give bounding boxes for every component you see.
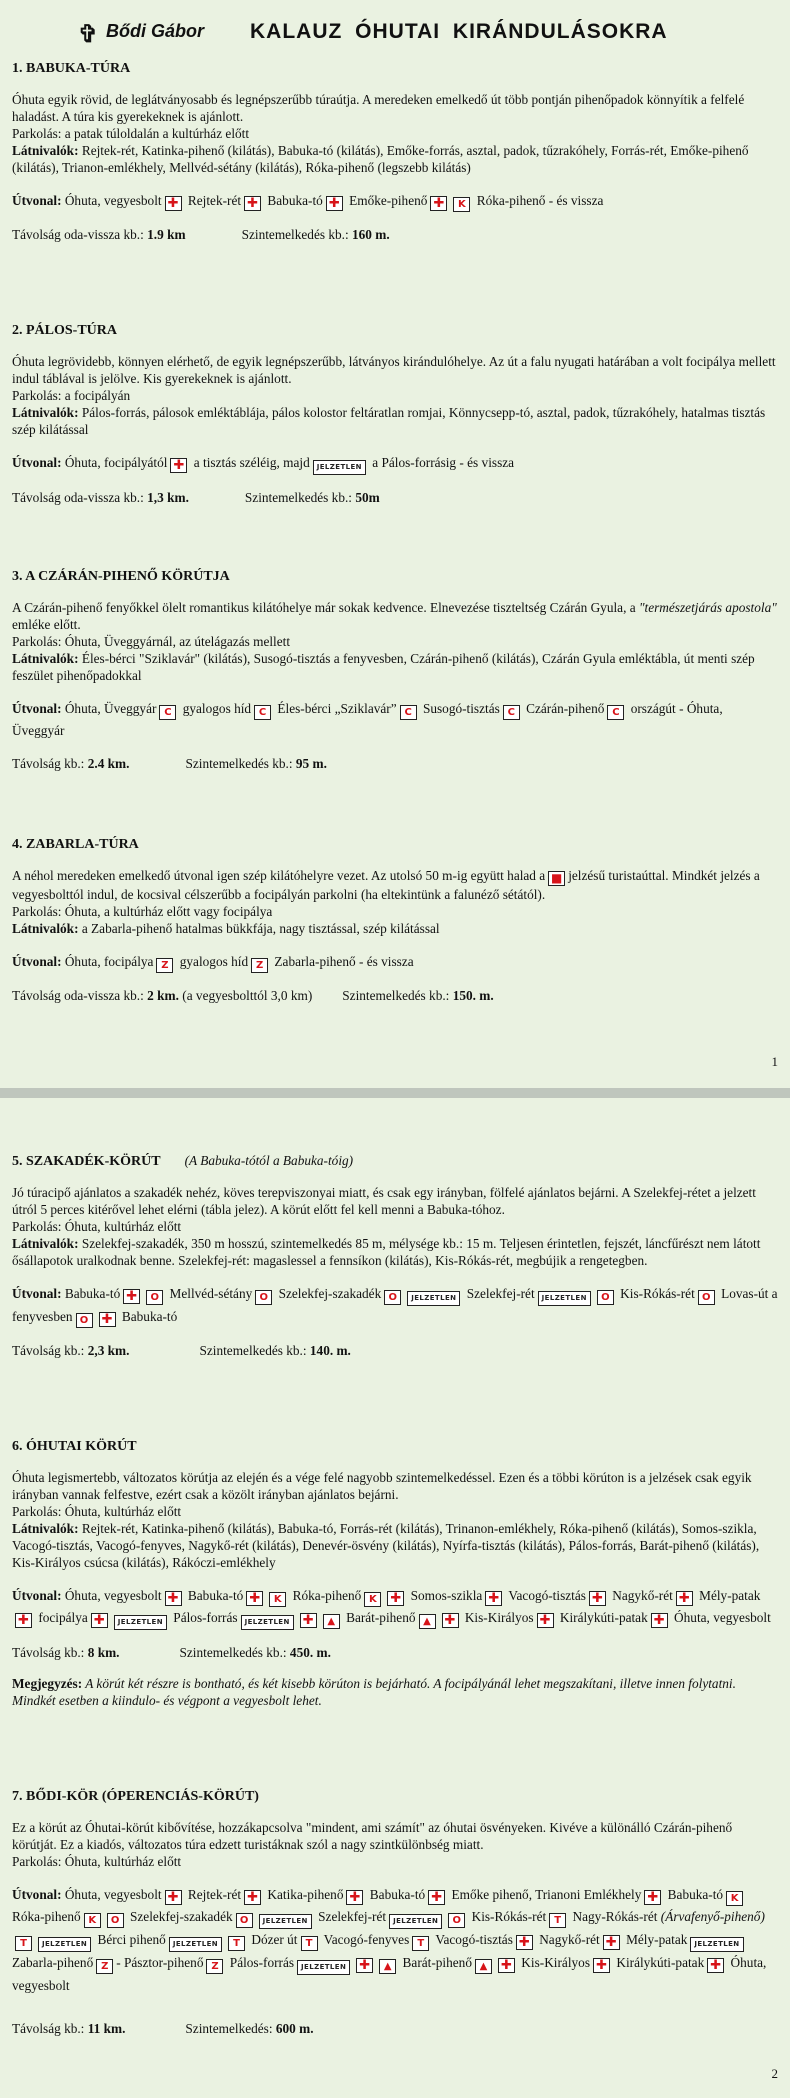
route-info: Útvonal: Óhuta, focipálya Z gyalogos híd Z Zabarla-pihenő - és vissza — [12, 954, 414, 971]
route-info: Útvonal: Óhuta, vegyesbolt ✚ Babuka-tó ✚ K Róka-pihenő K ✚ Somos-szikla ✚ Vacogó-tisztás ✚ Nagykő-rét ✚ Mély-patak✚ focipálya ✚ JELZETLEN Pálos-forrás JELZETLEN ✚ ▲ Barát-pihenő ▲ ✚ Kis-Királyos ✚ Királykúti-patak ✚ Óhuta, vegyesbolt — [12, 1588, 771, 1628]
red-cross-marker-icon: ✚ — [603, 1935, 620, 1950]
section-heading: 1. BABUKA-TÚRA — [12, 61, 131, 76]
red-cross-marker-icon: ✚ — [244, 196, 261, 211]
o-marker-icon: O — [236, 1913, 253, 1928]
section-heading: 4. ZABARLA-TÚRA — [12, 837, 139, 852]
red-cross-marker-icon: ✚ — [170, 458, 187, 473]
t-marker-icon: T — [15, 1936, 32, 1951]
t-marker-icon: T — [412, 1936, 429, 1951]
unmarked-trail-label: JELZETLEN — [169, 1937, 222, 1952]
unmarked-trail-label: JELZETLEN — [407, 1291, 460, 1306]
page-2 — [0, 1098, 790, 2098]
red-cross-marker-icon: ✚ — [15, 1613, 32, 1628]
red-cross-marker-icon: ✚ — [707, 1958, 724, 1973]
o-marker-icon: O — [107, 1913, 124, 1928]
parking-info: Parkolás: Óhuta, a kultúrház előtt vagy focipálya — [12, 904, 273, 919]
z-marker-icon: Z — [156, 958, 173, 973]
distance-info: Távolság oda-vissza kb.: 2 km. (a vegyesbolttól 3,0 km) Szintemelkedés kb.: 150. m. — [12, 988, 494, 1003]
red-cross-marker-icon: ✚ — [498, 1958, 515, 1973]
route-info: Útvonal: Óhuta, Üveggyár C gyalogos híd C Éles-bérci „Sziklavár” C Susogó-tisztás C Czárán-pihenő C országút - Óhuta, Üveggyár — [12, 701, 723, 738]
section-palos — [12, 322, 778, 506]
red-cross-marker-icon: ✚ — [123, 1289, 140, 1304]
page-number: 2 — [771, 2066, 778, 2081]
section-szakadek — [12, 1152, 778, 1359]
unmarked-trail-label: JELZETLEN — [538, 1291, 591, 1306]
section-description: Óhuta egyik rövid, de leglátványosabb és legnépszerűbb túraútja. A meredeken emelkedő út több pontján pihenőpadok könnyítik a felfelé haladást. A túra kis gyerekeknek is ajánlott. — [12, 92, 745, 124]
z-marker-icon: Z — [96, 1959, 113, 1974]
section-zabarla — [12, 836, 778, 1004]
z-marker-icon: Z — [251, 958, 268, 973]
o-marker-icon: O — [384, 1290, 401, 1305]
note-info: Megjegyzés: A körút két részre is bontható, és két kisebb körúton is bejárható. A focipályánál lehet megszakítani, illetve innen folytatni. Mindkét esetben a kiindulo- és végpont a vegyesbolt lehet. — [12, 1676, 736, 1708]
o-marker-icon: O — [255, 1290, 272, 1305]
section-czaran — [12, 568, 778, 772]
red-cross-marker-icon: ✚ — [165, 196, 182, 211]
unmarked-trail-label: JELZETLEN — [313, 460, 366, 475]
k-marker-icon: K — [364, 1592, 381, 1607]
red-cross-marker-icon: ✚ — [516, 1935, 533, 1950]
c-marker-icon: C — [254, 705, 271, 720]
section-bodi-kor — [12, 1788, 778, 2037]
sights-info: Látnivalók: a Zabarla-pihenő hatalmas bükkfája, nagy tisztással, szép kilátással — [12, 921, 440, 936]
red-cross-marker-icon: ✚ — [428, 1890, 445, 1905]
distance-info: Távolság kb.: 2.4 km. Szintemelkedés kb.: 95 m. — [12, 756, 327, 771]
c-marker-icon: C — [607, 705, 624, 720]
document-header — [70, 18, 760, 48]
distance-info: Távolság kb.: 11 km. Szintemelkedés: 600 m. — [12, 2021, 314, 2036]
unmarked-trail-label: JELZETLEN — [38, 1937, 91, 1952]
section-heading: 5. SZAKADÉK-KÖRÚT (A Babuka-tótól a Babuka-tóig) — [12, 1153, 354, 1169]
section-description: Óhuta legrövidebb, könnyen elérhető, de egyik legnépszerűbb, látványos kirándulóhelye. Az út a falu nyugati határában a volt focipálya mellett indul táblával is jelölve. Kis gyerekeknek is ajánlott. — [12, 354, 776, 386]
section-description: A néhol meredeken emelkedő útvonal igen szép kilátóhelyre vezet. Az utolsó 50 m-ig együtt halad a ■ jelzésű turistaúttal. Mindkét jelzés a vegyesbolttól indul, de kocsival célszerűbb a focipályán parkolni (ha eltekintünk a falunéző sétától). — [12, 868, 760, 902]
distance-info: Távolság kb.: 8 km. Szintemelkedés kb.: 450. m. — [12, 1645, 331, 1660]
c-marker-icon: C — [159, 705, 176, 720]
red-square-marker-icon: ■ — [548, 871, 565, 886]
red-cross-marker-icon: ✚ — [442, 1613, 459, 1628]
red-cross-marker-icon: ✚ — [387, 1591, 404, 1606]
parking-info: Parkolás: Óhuta, kultúrház előtt — [12, 1854, 182, 1869]
sights-info: Látnivalók: Éles-bérci "Sziklavár" (kilátás), Susogó-tisztás a fenyvesben, Czárán-pihenő (kilátás), Czárán Gyula emléktábla, út menti szép feszület pihenőpadokkal — [12, 651, 755, 683]
section-heading: 3. A CZÁRÁN-PIHENŐ KÖRÚTJA — [12, 569, 230, 584]
author-name: Bődi Gábor — [106, 21, 204, 41]
red-cross-marker-icon: ✚ — [430, 196, 447, 211]
red-cross-marker-icon: ✚ — [91, 1613, 108, 1628]
red-cross-marker-icon: ✚ — [165, 1890, 182, 1905]
parking-info: Parkolás: Óhuta, Üveggyárnál, az útelágazás mellett — [12, 634, 291, 649]
unmarked-trail-label: JELZETLEN — [259, 1914, 312, 1929]
z-marker-icon: Z — [206, 1959, 223, 1974]
red-cross-marker-icon: ✚ — [593, 1958, 610, 1973]
document-title: KALAUZ ÓHUTAI KIRÁNDULÁSOKRA — [250, 20, 668, 43]
route-info: Útvonal: Óhuta, focipályától ✚ a tisztás széléig, majd JELZETLEN a Pálos-forrásig - és vissza — [12, 455, 515, 473]
distance-info: Távolság oda-vissza kb.: 1.9 km Szintemelkedés kb.: 160 m. — [12, 227, 390, 242]
sights-info: Látnivalók: Rejtek-rét, Katinka-pihenő (kilátás), Babuka-tó, Forrás-rét (kilátás), Trinanon-emlékhely, Róka-pihenő (kilátás), Somos-szikla, Vacogó-tisztás, Vacogó-fenyves, Nagykő-rét (kilátás), Denevér-ösvény (kilátás), Nyírfa-tisztás (kilátás), Pálos-forrás, Barát-pihenő (kilátás), Kis-Királyos csúcsa (kilátás), Rákóczi-emlékhely — [12, 1521, 760, 1570]
k-marker-icon: K — [453, 197, 470, 212]
sights-info: Látnivalók: Pálos-forrás, pálosok emléktáblája, pálos kolostor feltáratlan romjai, Könnycsepp-tó, asztal, padok, tűzrakóhely, hatalmas tisztás szép kilátással — [12, 405, 766, 437]
o-marker-icon: O — [597, 1290, 614, 1305]
section-babuka — [12, 60, 778, 243]
distance-info: Távolság oda-vissza kb.: 1,3 km. Szintemelkedés kb.: 50m — [12, 490, 380, 505]
c-marker-icon: C — [400, 705, 417, 720]
red-cross-marker-icon: ✚ — [99, 1312, 116, 1327]
route-info: Útvonal: Óhuta, vegyesbolt ✚ Rejtek-rét ✚ Babuka-tó ✚ Emőke-pihenő ✚ K Róka-pihenő - és vissza — [12, 193, 604, 211]
section-description: A Czárán-pihenő fenyőkkel ölelt romantikus kilátóhelye már sokak kedvence. Elnevezése tiszteltség Czárán Gyula, a "természetjárás apostola" emléke előtt. — [12, 600, 777, 632]
triangle-marker-icon: ▲ — [419, 1614, 436, 1629]
unmarked-trail-label: JELZETLEN — [241, 1615, 294, 1630]
route-info: Útvonal: Babuka-tó ✚ O Mellvéd-sétány O Szelekfej-szakadék O JELZETLEN Szelekfej-rét JELZETLEN O Kis-Rókás-rét O Lovas-út a fenyvesben O ✚ Babuka-tó — [12, 1286, 778, 1327]
k-marker-icon: K — [726, 1891, 743, 1906]
page-number: 1 — [771, 1054, 778, 1069]
section-ohutai-korut — [12, 1438, 778, 1709]
o-marker-icon: O — [76, 1313, 93, 1328]
red-cross-marker-icon: ✚ — [300, 1613, 317, 1628]
parking-info: Parkolás: a focipályán — [12, 388, 131, 403]
page-separator — [0, 1088, 790, 1098]
cross-icon: ✞ — [78, 22, 99, 48]
section-heading: 6. ÓHUTAI KÖRÚT — [12, 1439, 137, 1454]
section-description: Jó túracipő ajánlatos a szakadék nehéz, köves terepviszonyai miatt, és csak egy irányban, fölfelé ajánlatos bejárni. A Szelekfej-rétet a jelzett útról 5 perces kitérővel lehet elérni (tábla jelez). A körút előtt fel kell menni a Babuka-tóhoz. — [12, 1185, 756, 1217]
t-marker-icon: T — [228, 1936, 245, 1951]
red-cross-marker-icon: ✚ — [346, 1890, 363, 1905]
parking-info: Parkolás: a patak túloldalán a kultúrház előtt — [12, 126, 250, 141]
triangle-marker-icon: ▲ — [323, 1614, 340, 1629]
red-cross-marker-icon: ✚ — [246, 1591, 263, 1606]
c-marker-icon: C — [503, 705, 520, 720]
parking-info: Parkolás: Óhuta, kultúrház előtt — [12, 1219, 182, 1234]
t-marker-icon: T — [301, 1936, 318, 1951]
parking-info: Parkolás: Óhuta, kultúrház előtt — [12, 1504, 182, 1519]
unmarked-trail-label: JELZETLEN — [690, 1937, 743, 1952]
section-heading: 7. BŐDI-KÖR (ÓPERENCIÁS-KÖRÚT) — [12, 1789, 259, 1804]
red-cross-marker-icon: ✚ — [244, 1890, 261, 1905]
red-cross-marker-icon: ✚ — [165, 1591, 182, 1606]
unmarked-trail-label: JELZETLEN — [389, 1914, 442, 1929]
red-cross-marker-icon: ✚ — [326, 196, 343, 211]
o-marker-icon: O — [448, 1913, 465, 1928]
route-info: Útvonal: Óhuta, vegyesbolt ✚ Rejtek-rét ✚ Katika-pihenő ✚ Babuka-tó ✚ Emőke pihenő, Trianoni Emlékhely ✚ Babuka-tó K Róka-pihenő K O Szelekfej-szakadék O JELZETLEN Szelekfej-rét JELZETLEN O Kis-Rókás-rét T Nagy-Rókás-rét (Árvafenyő-pihenő)T JELZETLEN Bérci pihenő JELZETLEN T Dózer út T Vacogó-fenyves T Vacogó-tisztás ✚ Nagykő-rét ✚ Mély-patak JELZETLEN Zabarla-pihenő Z - Pásztor-pihenő Z Pálos-forrás JELZETLEN ✚ ▲ Barát-pihenő ▲ ✚ Kis-Királyos ✚ Királykúti-patak ✚ Óhuta, vegyesbolt — [12, 1887, 767, 1993]
red-cross-marker-icon: ✚ — [676, 1591, 693, 1606]
distance-info: Távolság kb.: 2,3 km. Szintemelkedés kb.: 140. m. — [12, 1343, 351, 1358]
unmarked-trail-label: JELZETLEN — [297, 1960, 350, 1975]
o-marker-icon: O — [698, 1290, 715, 1305]
k-marker-icon: K — [84, 1913, 101, 1928]
section-description: Óhuta legismertebb, változatos körútja az elején és a vége felé nagyobb szintemelkedéssel. Ezen és a többi körúton is a jelzések csak egyik irányban vannak felfestve, ezért csak a közölt irányban ajánlatos bejárni. — [12, 1470, 752, 1502]
red-cross-marker-icon: ✚ — [485, 1591, 502, 1606]
t-marker-icon: T — [549, 1913, 566, 1928]
triangle-marker-icon: ▲ — [379, 1959, 396, 1974]
k-marker-icon: K — [269, 1592, 286, 1607]
section-heading: 2. PÁLOS-TÚRA — [12, 323, 118, 338]
section-description: Ez a körút az Óhutai-körút kibővítése, hozzákapcsolva "mindent, ami számít" az óhutai ösvényeken. Kivéve a különálló Czárán-pihenő körútját. Ez a kiadós, változatos túra edzett turistáknak szól a nagy szintkülönbség miatt. — [12, 1820, 733, 1852]
unmarked-trail-label: JELZETLEN — [114, 1615, 167, 1630]
o-marker-icon: O — [146, 1290, 163, 1305]
sights-info: Látnivalók: Szelekfej-szakadék, 350 m hosszú, szintemelkedés 85 m, mélysége kb.: 15 m. Teljesen érintetlen, fejszét, láncfűrészt nem látott ősállapotok uralkodnak benne. Szelekfej-rét: magaslessel a fennsíkon (kilátás), Kis-Rókás-rét, megbújik a rengetegben. — [12, 1236, 761, 1268]
red-cross-marker-icon: ✚ — [589, 1591, 606, 1606]
red-cross-marker-icon: ✚ — [651, 1613, 668, 1628]
red-cross-marker-icon: ✚ — [356, 1958, 373, 1973]
sights-info: Látnivalók: Rejtek-rét, Katinka-pihenő (kilátás), Babuka-tó (kilátás), Emőke-forrás, asztal, padok, tűzrakóhely, Forrás-rét, Emőke-pihenő (kilátás), Trianon-emlékhely, Mellvéd-sétány (kilátás), Róka-pihenő (legszebb kilátás) — [12, 143, 749, 175]
triangle-marker-icon: ▲ — [475, 1959, 492, 1974]
red-cross-marker-icon: ✚ — [537, 1613, 554, 1628]
red-cross-marker-icon: ✚ — [644, 1890, 661, 1905]
